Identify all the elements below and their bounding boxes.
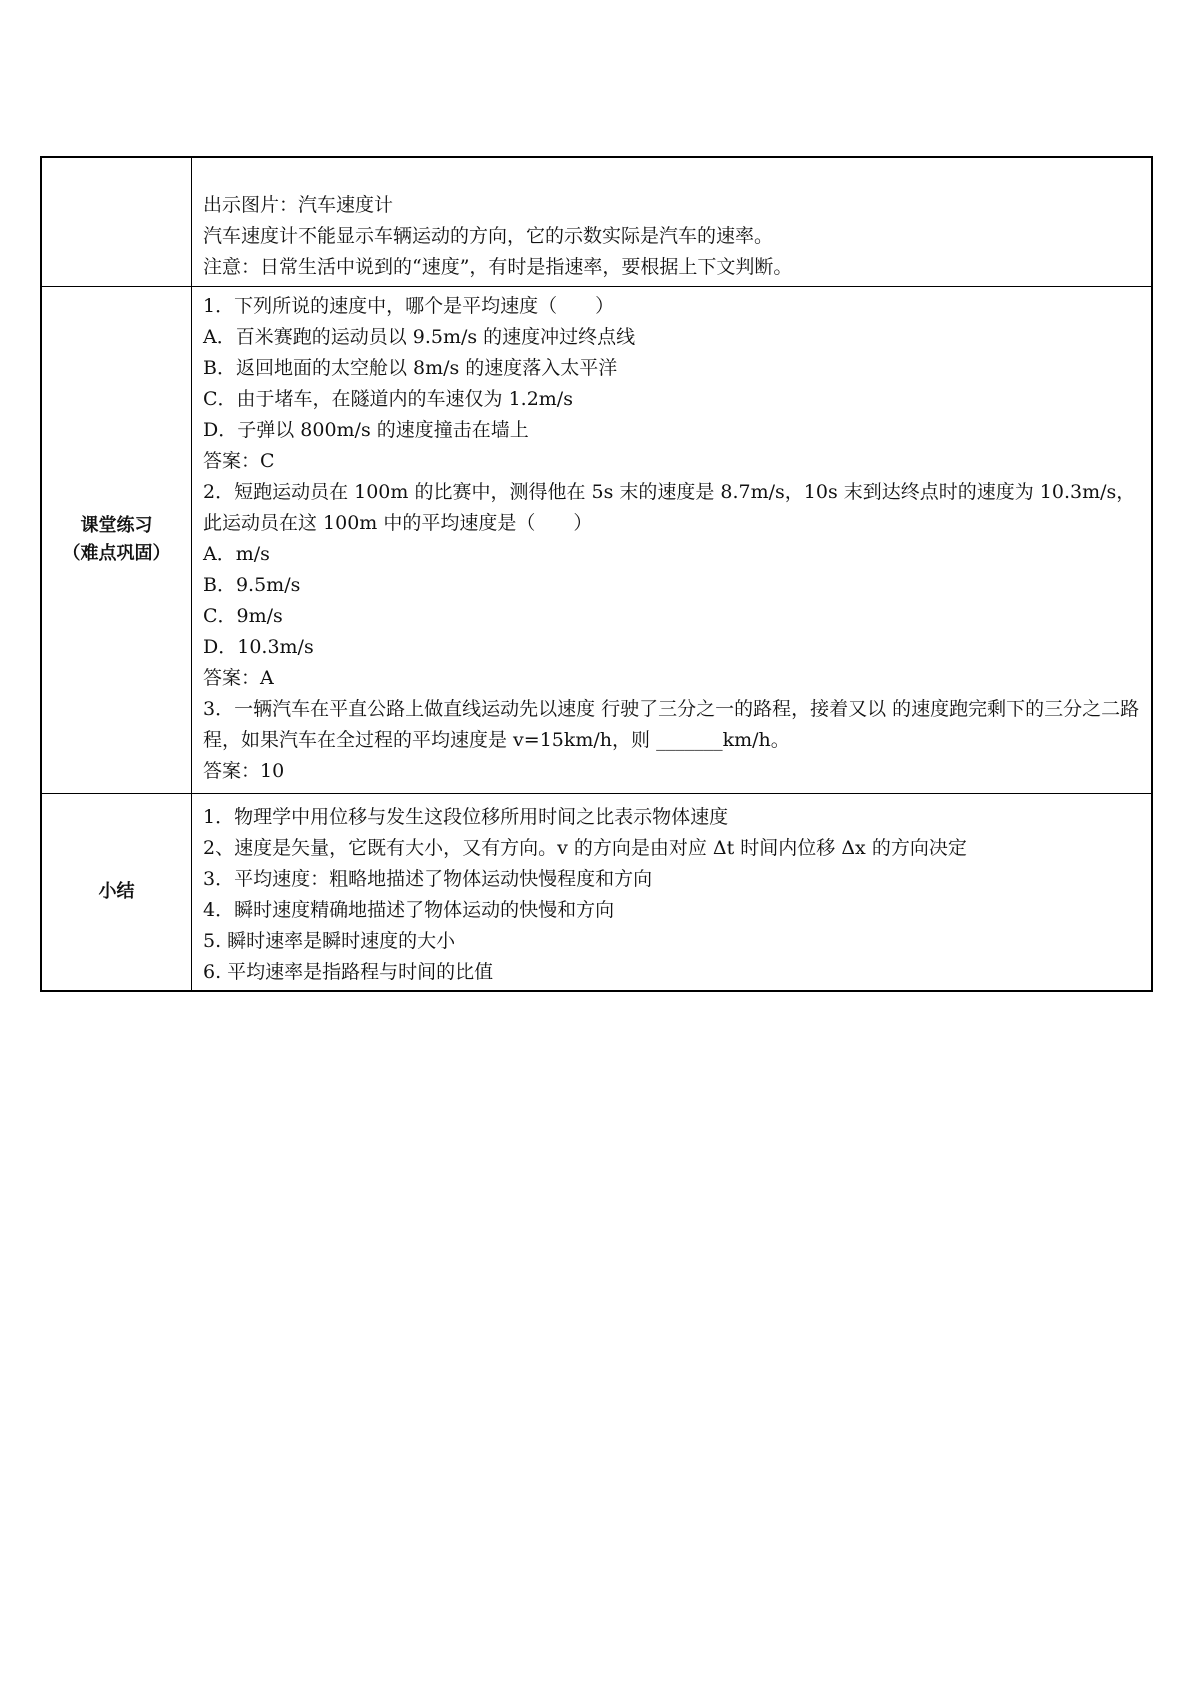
option-line: D．10.3m/s xyxy=(203,636,314,658)
row-label-text: 小结 xyxy=(98,881,135,902)
option-line: B．9.5m/s xyxy=(203,574,301,596)
question-line: 3．一辆汽车在平直公路上做直线运动先以速度 行驶了三分之一的路程，接着又以 的速度跑完剩下的三分之二路程，如果汽车在全过程的平均速度是 v=15km/h，则 _______km/h。 xyxy=(203,698,1140,751)
option-line: C．9m/s xyxy=(203,605,283,627)
lesson-plan-table xyxy=(40,156,1153,992)
summary-line: 4．瞬时速度精确地描述了物体运动的快慢和方向 xyxy=(203,899,615,921)
row-content xyxy=(192,287,1153,794)
question-line: 2．短跑运动员在 100m 的比赛中，测得他在 5s 末的速度是 8.7m/s，10s 末到达终点时的速度为 10.3m/s，此运动员在这 100m 中的平均速度是（ ） xyxy=(203,481,1136,534)
summary-line: 2、速度是矢量，它既有大小，又有方向。v 的方向是由对应 Δt 时间内位移 Δx 的方向决定 xyxy=(203,837,967,859)
table-row xyxy=(41,794,1152,992)
option-line: A．百米赛跑的运动员以 9.5m/s 的速度冲过终点线 xyxy=(203,326,636,348)
table-row xyxy=(41,157,1152,287)
content-line: 出示图片：汽车速度计 xyxy=(203,194,394,216)
option-line: B．返回地面的太空舱以 8m/s 的速度落入太平洋 xyxy=(203,357,618,379)
option-line: C．由于堵车，在隧道内的车速仅为 1.2m/s xyxy=(203,388,573,410)
row-content xyxy=(192,794,1153,992)
answer-line: 答案：C xyxy=(203,450,275,472)
question-line: 1．下列所说的速度中，哪个是平均速度（ ） xyxy=(203,295,615,317)
answer-line: 答案：10 xyxy=(203,760,285,782)
option-line: A．m/s xyxy=(203,543,270,565)
row-label-subtext: （难点巩固） xyxy=(62,543,171,564)
row-label-summary xyxy=(41,794,192,992)
row-label-practice xyxy=(41,287,192,794)
summary-line: 1．物理学中用位移与发生这段位移所用时间之比表示物体速度 xyxy=(203,806,729,828)
answer-line: 答案：A xyxy=(203,667,274,689)
content-line: 注意：日常生活中说到的“速度”，有时是指速率，要根据上下文判断。 xyxy=(203,256,793,278)
row-label-empty xyxy=(41,157,192,287)
summary-line: 3．平均速度：粗略地描述了物体运动快慢程度和方向 xyxy=(203,868,653,890)
summary-line: 5. 瞬时速率是瞬时速度的大小 xyxy=(203,930,456,952)
option-line: D．子弹以 800m/s 的速度撞击在墙上 xyxy=(203,419,529,441)
table-row xyxy=(41,287,1152,794)
row-label-text: 课堂练习 xyxy=(80,515,153,536)
content-line: 汽车速度计不能显示车辆运动的方向，它的示数实际是汽车的速率。 xyxy=(203,225,774,247)
summary-line: 6. 平均速率是指路程与时间的比值 xyxy=(203,961,494,983)
row-content xyxy=(192,157,1153,287)
